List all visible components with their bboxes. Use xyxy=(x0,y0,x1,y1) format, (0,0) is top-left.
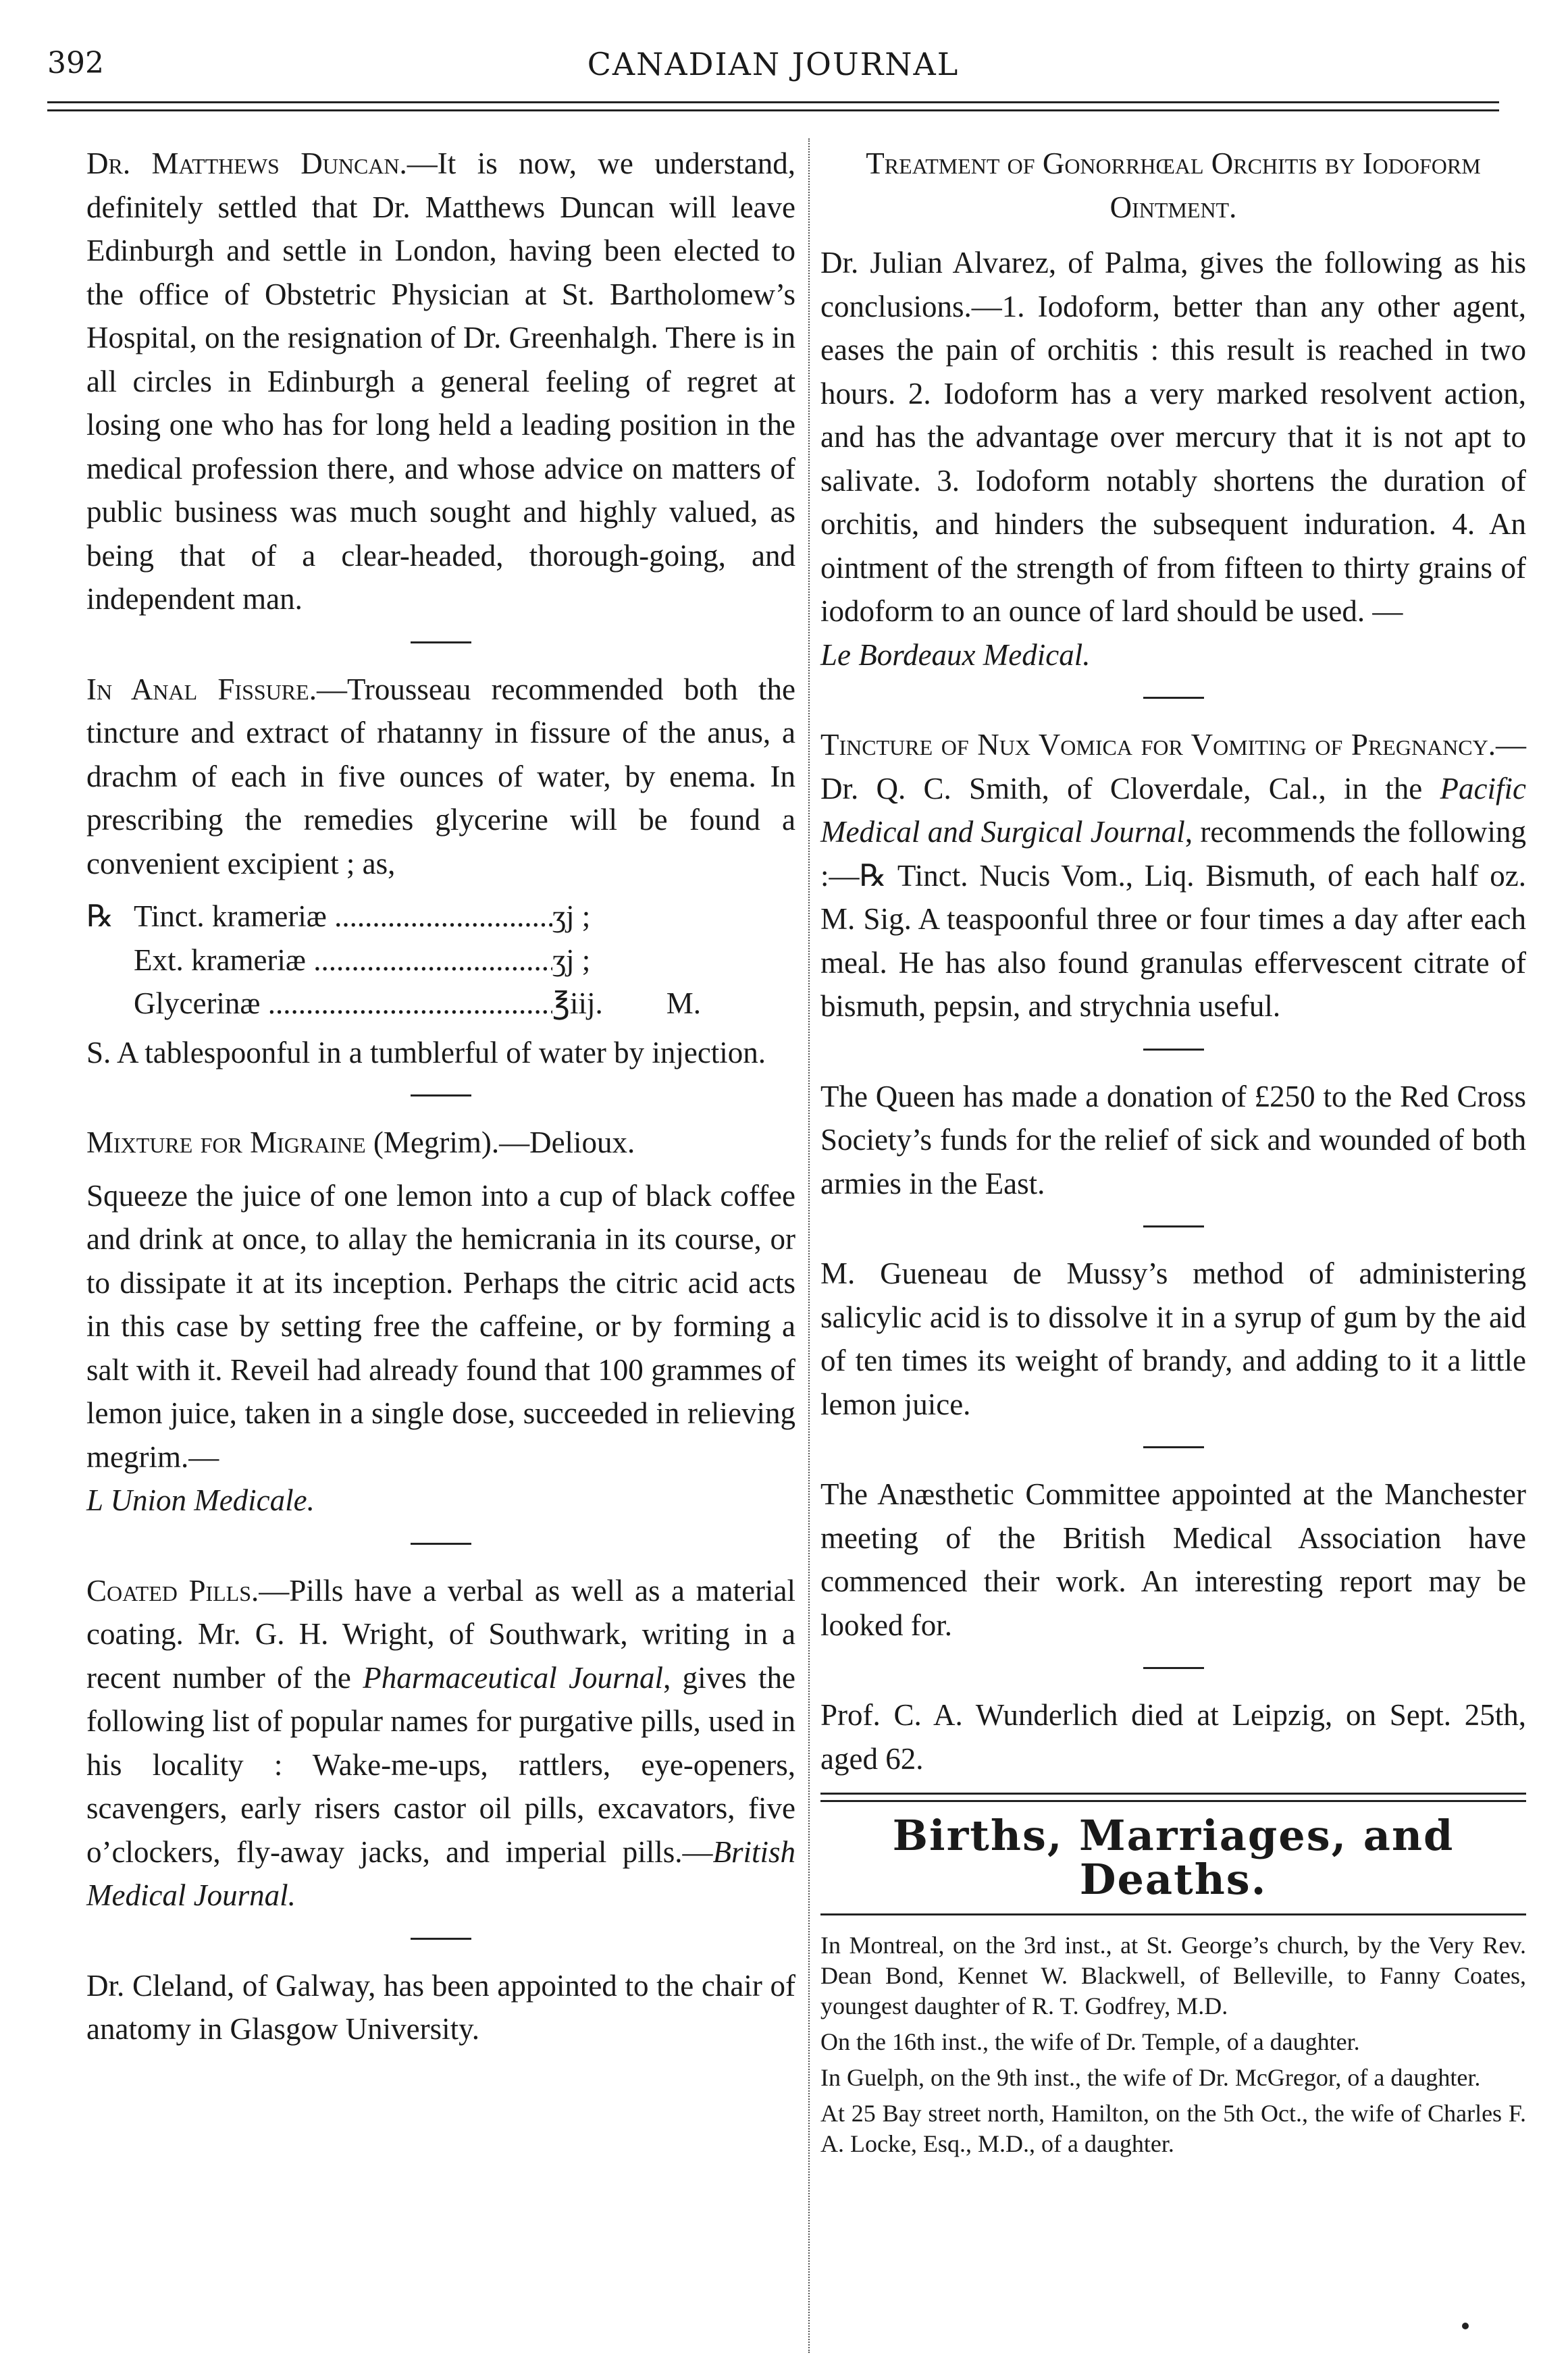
article-orchitis xyxy=(820,241,1526,677)
page-number: 392 xyxy=(47,46,104,80)
news-anaesthetic-committee: The Anæsthetic Committee appointed at the Manchester meeting of the British Medical Association have commenced their work. An interesting report may be looked for. xyxy=(820,1477,1526,1642)
section-separator xyxy=(1143,1049,1204,1051)
prescription xyxy=(86,895,795,1026)
article-subtitle: (Megrim).—Delioux. xyxy=(373,1126,635,1159)
ingredient-name: Tinct. krameriæ ..... xyxy=(134,895,552,938)
recipe-symbol: ℞ xyxy=(86,899,114,933)
news-gueneau: M. Gueneau de Mussy’s method of administering salicylic acid is to dissolve it in a syrup of gum by the aid of ten times its weight of brandy, and adding to it a little lemon juice. xyxy=(820,1257,1526,1421)
article-text: Dr. Julian Alvarez, of Palma, gives the following as his conclusions.—1. Iodoform, better than any other agent, eases the pain of orchitis : this result is reached in two hours. 2. Iodoform has a very marked resolvent action, and has the advantage over mercury that it is not apt to salivate. 3. Iodoform notably shortens the duration of orchitis, and hinders the subsequent induration. 4. An ointment of the strength of from fifteen to thirty grains of iodoform to an ounce of lard should be used. — xyxy=(820,246,1526,628)
ingredient-dose: ℥iij. xyxy=(552,986,603,1020)
ingredient-dose: ʒj ; xyxy=(552,899,591,933)
heading-rule xyxy=(820,1913,1526,1915)
section-separator xyxy=(411,1094,471,1096)
printers-mark xyxy=(1462,2323,1469,2329)
article-duncan xyxy=(86,142,795,621)
article-text: —Dr. Q. C. Smith, of Cloverdale, Cal., in the xyxy=(820,728,1526,805)
article-source: Le Bordeaux Medical. xyxy=(820,637,1091,672)
article-cleland: Dr. Cleland, of Galway, has been appointed to the chair of anatomy in Glasgow University. xyxy=(86,1968,795,2046)
section-separator xyxy=(411,641,471,643)
news-wunderlich: Prof. C. A. Wunderlich died at Leipzig, on Sept. 25th, aged 62. xyxy=(820,1698,1526,1776)
column-divider xyxy=(808,138,810,2353)
ingredient-name: Glycerinæ ..... xyxy=(134,982,552,1026)
article-title: Mixture for Migraine xyxy=(86,1126,366,1159)
article-text: , recommends the following :—℞ Tinct. Nucis Vom., Liq. Bismuth, of each half oz. M. Sig. A teaspoonful three or four times a day after each meal. He has also found granulas effervescent citrate of bismuth, pepsin, and strychnia useful. xyxy=(820,815,1527,1023)
article-title: In Anal Fissure. xyxy=(86,672,317,706)
running-title: CANADIAN JOURNAL xyxy=(587,46,960,82)
article-title: Tincture of Nux Vomica for Vomiting of Pregnancy. xyxy=(820,728,1496,762)
article-source: L Union Medicale. xyxy=(86,1483,315,1517)
article-nux-vomica xyxy=(820,723,1526,1028)
section-separator xyxy=(1143,1225,1204,1227)
bmd-heading: Births, Marriages, and Deaths. xyxy=(892,1811,1455,1904)
bmd-entry: In Guelph, on the 9th inst., the wife of Dr. McGregor, of a daughter. xyxy=(820,2064,1481,2091)
section-separator xyxy=(411,1543,471,1545)
header-rule-top xyxy=(47,101,1499,103)
prescription-line xyxy=(86,938,795,982)
prescription-line xyxy=(86,982,795,1026)
section-separator xyxy=(1143,1446,1204,1448)
ingredient-name: Ext. krameriæ ..... xyxy=(134,938,552,982)
article-migraine-body xyxy=(86,1174,795,1523)
article-coated-pills xyxy=(86,1569,795,1918)
section-separator xyxy=(1143,697,1204,699)
journal-name: Pharmaceutical Journal xyxy=(363,1660,664,1695)
article-text: —Pills have a verbal as well as a material coating. Mr. G. H. Wright, of Southwark, writing in a recent number of the xyxy=(86,1573,796,1695)
journal-name: Pacific Medical and Surgical Journal xyxy=(820,771,1526,849)
ingredient-note xyxy=(647,895,701,938)
bmd-entry: At 25 Bay street north, Hamilton, on the 5th Oct., the wife of Charles F. A. Locke, Esq., M.D., of a daughter. xyxy=(820,2100,1526,2157)
bmd-list xyxy=(820,1930,1526,2159)
section-separator xyxy=(1143,1667,1204,1669)
page-header xyxy=(47,46,1499,93)
left-column xyxy=(86,142,795,2051)
article-title: Treatment of Gonorrhœal Orchitis by Iodoform Ointment. xyxy=(866,147,1481,224)
article-text: Squeeze the juice of one lemon into a cup of black coffee and drink at once, to allay the hemicrania in its course, or to dissipate it at its inception. Perhaps the citric acid acts in this case by setting free the caffeine, or by forming a salt with it. Reveil had already found that 100 grammes of lemon juice, taken in a single dose, succeeded in relieving megrim.— xyxy=(86,1178,795,1474)
news-queen-donation: The Queen has made a donation of £250 to the Red Cross Society’s funds for the relief of sick and wounded of both armies in the East. xyxy=(820,1079,1526,1200)
article-title: Dr. Matthews Duncan. xyxy=(86,147,407,180)
article-text: , gives the following list of popular names for purgative pills, used in his locality : Wake-me-ups, rattlers, eye-openers, scavengers, early risers castor oil pills, excavators, five o’clockers, fly-away jacks, and imperial pills.— xyxy=(86,1660,795,1869)
ingredient-note xyxy=(647,938,701,982)
article-anal-fissure xyxy=(86,668,795,886)
bmd-entry: On the 16th inst., the wife of Dr. Temple, of a daughter. xyxy=(820,2028,1360,2055)
ingredient-dose: ʒj ; xyxy=(552,943,591,977)
bmd-entry: In Montreal, on the 3rd inst., at St. George’s church, by the Very Rev. Dean Bond, Kennet W. Blackwell, of Belleville, to Fanny Coates, youngest daughter of R. T. Godfrey, M.D. xyxy=(820,1932,1526,2019)
header-rule-bottom xyxy=(47,109,1499,111)
prescription-line xyxy=(86,895,795,938)
article-title: Coated Pills. xyxy=(86,1573,259,1608)
section-separator xyxy=(411,1938,471,1940)
article-source: British Medical Journal. xyxy=(86,1834,795,1912)
double-rule xyxy=(820,1793,1526,1802)
right-column xyxy=(820,142,1526,2165)
prescription-signature: S. A tablespoonful in a tumblerful of water by injection. xyxy=(86,1035,766,1069)
article-migraine xyxy=(86,1121,795,1165)
article-text: —Trousseau recommended both the tincture and extract of rhatanny in fissure of the anus, a drachm of each in five ounces of water, by enema. In prescribing the remedies glycerine will be found a convenient excipient ; as, xyxy=(86,672,795,880)
ingredient-note: M. xyxy=(666,986,701,1020)
article-text: —It is now, we understand, definitely settled that Dr. Matthews Duncan will leave Edinburgh and settle in London, having been elected to the office of Obstetric Physician at St. Bartholomew’s Hospital, on the resignation of Dr. Greenhalgh. There is in all circles in Edinburgh a general feeling of regret at losing one who has for long held a leading position in the medical profession there, and whose advice on matters of public business was much sought and highly valued, as being that of a clear-headed, thorough-going, and independent man. xyxy=(86,147,795,616)
